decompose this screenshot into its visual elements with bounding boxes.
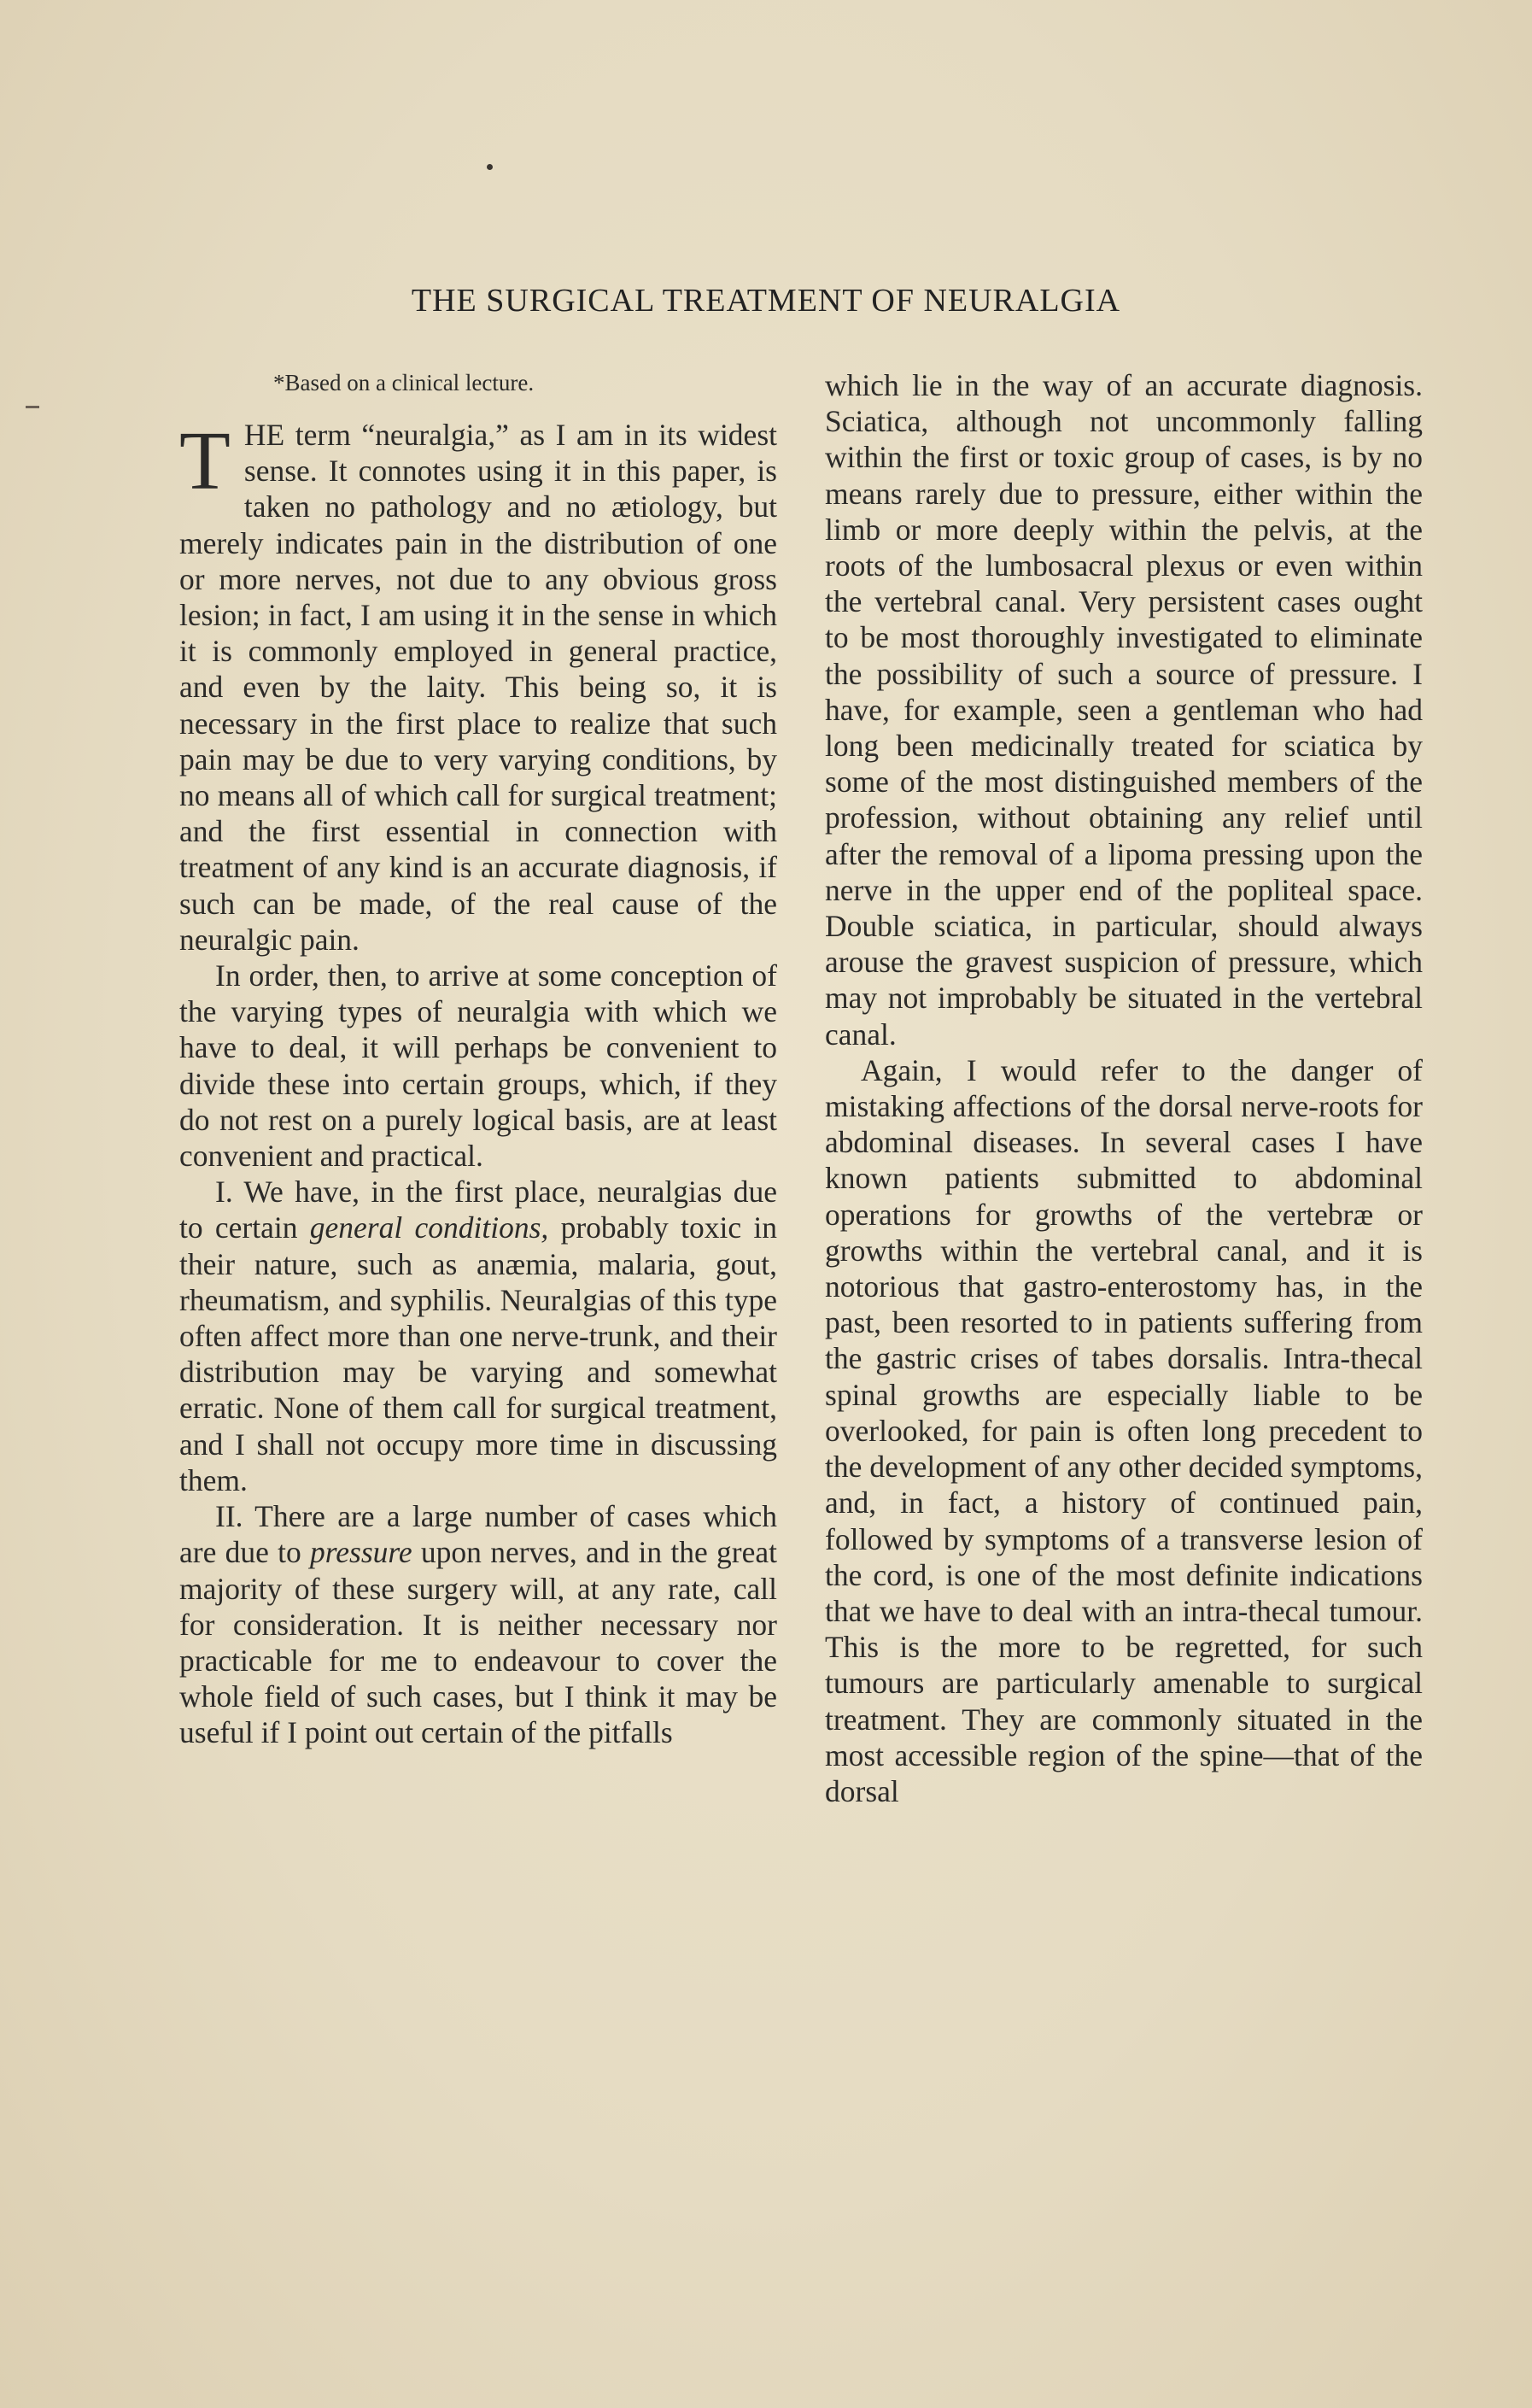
right-column bbox=[825, 367, 1423, 1809]
paragraph-4 bbox=[179, 1498, 777, 1750]
article-title: THE SURGICAL TREATMENT OF NEURALGIA bbox=[411, 283, 1121, 319]
paragraph-3-text-b: probably toxic in their nature, such as anæmia, malaria, gout, rheumatism, and syphilis. Neuralgias of this type often affect more than one nerve-trunk, and their distribution may be varying and somewhat erratic. None of them call for surgical treatment, and I shall not occupy more time in discussing them. bbox=[179, 1210, 777, 1497]
paragraph-5: which lie in the way of an accurate diagnosis. Sciatica, although not uncommonly falling within the first or toxic group of cases, is by no means rarely due to pressure, either within the limb or more deeply within the pelvis, at the roots of the lumbosacral plexus or even within the vertebral canal. Very persistent cases ought to be most thoroughly investigated to eliminate the possibility of such a source of pressure. I have, for example, seen a gentleman who had long been medicinally treated for sciatica by some of the most distinguished members of the profession, without obtaining any relief until after the removal of a lipoma pressing upon the nerve in the upper end of the popliteal space. Double sciatica, in particular, should always arouse the gravest suspicion of pressure, which may not improbably be situated in the vertebral canal. bbox=[825, 368, 1423, 1052]
paragraph-4-text-b: upon nerves, and in the great majority of these surgery will, at any rate, call for consideration. It is neither necessary nor practicable for me to endeavour to cover the whole field of such cases, but I think it may be useful if I point out certain of the pitfalls bbox=[179, 1535, 777, 1750]
paragraph-3-emphasis: general conditions, bbox=[309, 1210, 549, 1245]
footnote: *Based on a clinical lecture. bbox=[273, 370, 535, 395]
margin-mark bbox=[26, 406, 39, 408]
drop-cap: T bbox=[179, 415, 231, 507]
paragraph-2: In order, then, to arrive at some conception of the varying types of neuralgia with which we have to deal, it will perhaps be convenient to divide these into certain groups, which, if they do not rest on a purely logical basis, are at least convenient and practical. bbox=[179, 958, 777, 1174]
paragraph-4-text-a: II. There are a large number of cases which are due to bbox=[179, 1499, 777, 1570]
paragraph-4-emphasis: pressure bbox=[310, 1535, 412, 1570]
ink-speck bbox=[487, 164, 493, 170]
paragraph-1 bbox=[179, 417, 777, 958]
left-column bbox=[179, 367, 777, 1751]
paragraph-1-text: HE term “neuralgia,” as I am in its widest sense. It connotes using it in this paper, is taken no pathology and no ætiology, but merely indicates pain in the distribution of one or more nerves, not due to any obvious gross lesion; in fact, I am using it in the sense in which it is commonly employed in general practice, and even by the laity. This being so, it is necessary in the first place to realize that such pain may be due to very varying conditions, by no means all of which call for surgical treatment; and the first essential in connection with treatment of any kind is an accurate diagnosis, if such can be made, of the real cause of the neuralgic pain. bbox=[179, 418, 777, 957]
paragraph-3-text-a: I. We have, in the first place, neuralgias due to certain bbox=[179, 1175, 777, 1245]
paragraph-6: Again, I would refer to the danger of mistaking affections of the dorsal nerve-roots for abdominal diseases. In several cases I have known patients submitted to abdominal operations for growths of the vertebræ or growths within the vertebral canal, and it is notorious that gastro-enterostomy has, in the past, been resorted to in patients suffering from the gastric crises of tabes dorsalis. Intra-thecal spinal growths are especially liable to be overlooked, for pain is often long precedent to the development of any other decided symptoms, and, in fact, a history of continued pain, followed by symptoms of a transverse lesion of the cord, is one of the most definite indications that we have to deal with an intra-thecal tumour. This is the more to be regretted, for such tumours are particularly amenable to surgical treatment. They are commonly situated in the most accessible region of the spine—that of the dorsal bbox=[825, 1052, 1423, 1808]
paragraph-3 bbox=[179, 1174, 777, 1498]
